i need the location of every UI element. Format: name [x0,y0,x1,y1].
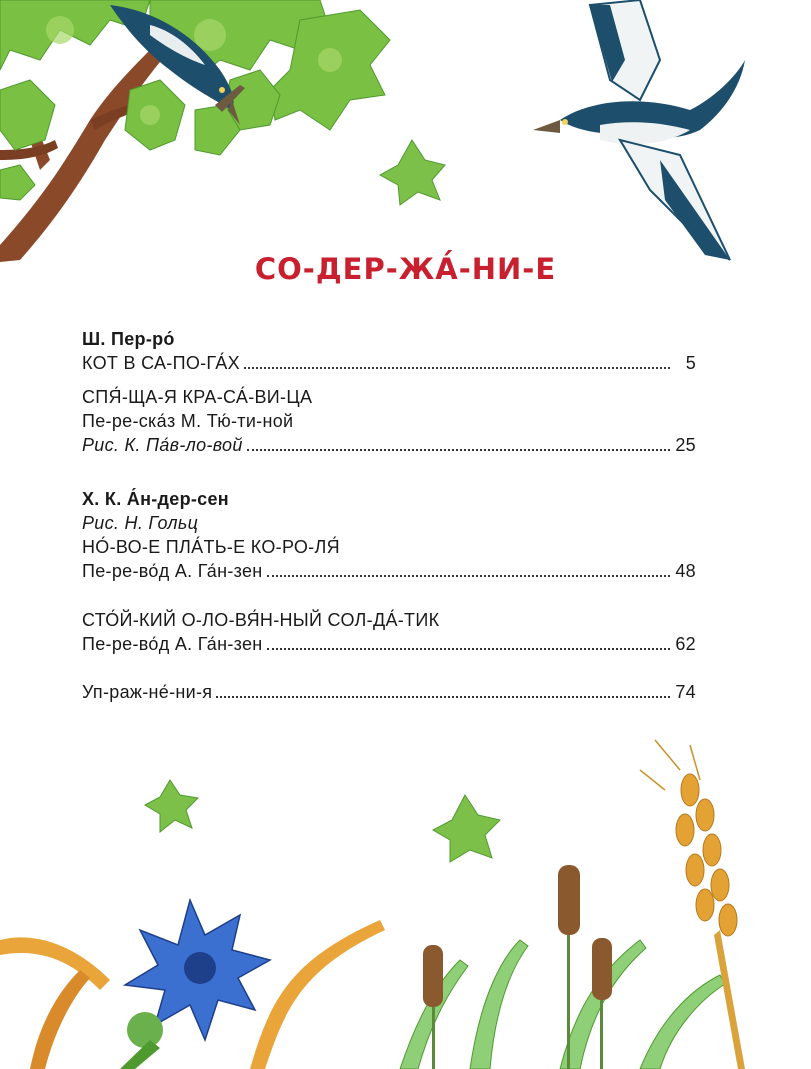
reeds-illustration [400,865,725,1069]
leaf-illustration [433,795,500,862]
toc-page-number: 74 [675,682,696,702]
toc-page-number: 62 [675,634,696,654]
toc-page-number: 5 [685,353,696,373]
toc-page-number: 48 [675,561,696,581]
toc-entry-title: Уп-раж-не́-ни-я [82,682,213,702]
toc-entry-puss-in-boots[interactable] [82,351,696,375]
toc-author-andersen: Х. К. А́н-дер-сен [82,489,229,509]
toc-page-number: 25 [675,435,696,455]
tree-illustration [0,0,390,262]
cornflower-illustration [0,900,385,1069]
toc-title-emperors-new-clothes: НО́-ВО-Е ПЛА́ТЬ-Е КО-РО-ЛЯ́ [82,537,340,557]
toc-entry-title: Пе-ре-во́д А. Га́н-зен [82,634,263,654]
toc-entry-title: КОТ В СА-ПО-ГА́Х [82,353,240,373]
toc-entry-title: Пе-ре-во́д А. Га́н-зен [82,561,263,581]
page-title: СО-ДЕР-ЖА́-НИ-Е [254,252,557,286]
toc-entry-emperors-new-clothes[interactable] [82,559,696,583]
toc-title-sleeping-beauty: СПЯ́-ЩА-Я КРА-СА́-ВИ-ЦА [82,387,313,407]
toc-retelling-credit: Пе-ре-ска́з М. Тю́-ти-ной [82,411,294,431]
toc-entry-sleeping-beauty[interactable] [82,433,696,457]
toc-author-perrault: Ш. Пер-ро́ [82,329,175,349]
leader-dots [267,571,670,577]
leader-dots [216,692,670,698]
toc-entry-title: Рис. К. Па́в-ло-вой [82,435,243,455]
toc-entry-tin-soldier[interactable] [82,632,696,656]
wheat-illustration [640,740,745,1069]
leaf-illustration [380,140,445,205]
bird-flying-illustration [533,0,745,260]
toc-entry-exercises[interactable] [82,680,696,704]
leader-dots [244,363,670,369]
leaf-illustration [145,780,198,832]
leader-dots [267,644,670,650]
leader-dots [247,445,670,451]
table-of-contents [82,327,696,704]
toc-title-tin-soldier: СТО́Й-КИЙ О-ЛО-ВЯ́Н-НЫЙ СОЛ-ДА́-ТИК [82,610,440,630]
toc-illustration-credit: Рис. Н. Гольц [82,513,199,533]
